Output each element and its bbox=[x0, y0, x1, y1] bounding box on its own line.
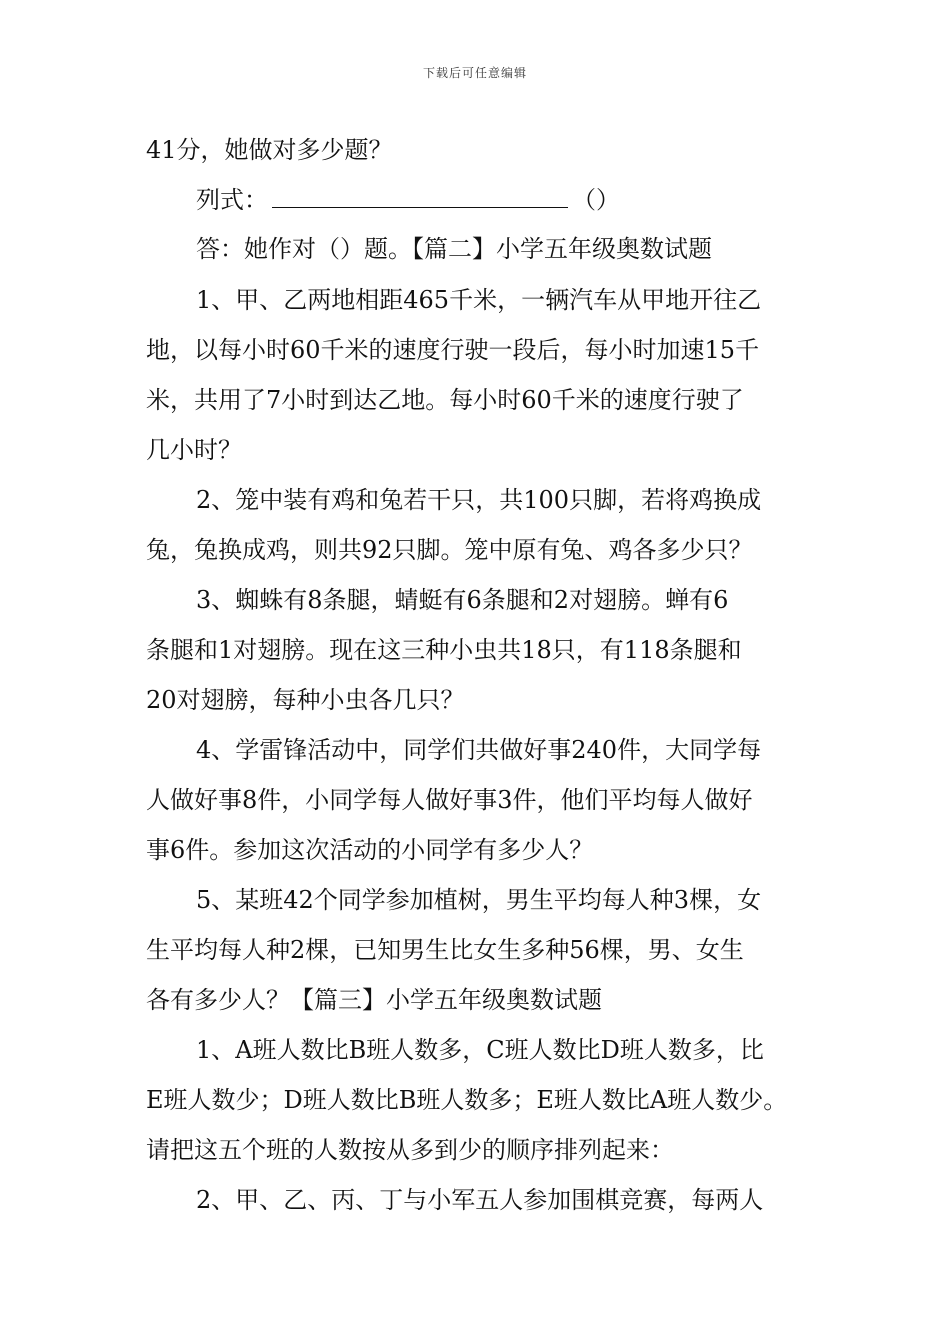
question-line: 1、A班人数比B班人数多，C班人数比D班人数多，比 bbox=[196, 1036, 764, 1064]
question-line: 4、学雷锋活动中，同学们共做好事240件，大同学每 bbox=[196, 736, 762, 764]
formula-label: 列式： bbox=[196, 186, 268, 214]
question-line: 条腿和1对翅膀。现在这三种小虫共18只，有118条腿和 bbox=[146, 636, 742, 664]
question-line: 各有多少人？【篇三】小学五年级奥数试题 bbox=[146, 986, 602, 1014]
question-line: 2、笼中装有鸡和兔若干只，共100只脚，若将鸡换成 bbox=[196, 486, 762, 514]
question-line: 20对翅膀，每种小虫各几只？ bbox=[146, 686, 465, 714]
formula-line bbox=[196, 185, 620, 215]
question-line: 生平均每人种2棵，已知男生比女生多种56棵，男、女生 bbox=[146, 936, 744, 964]
question-line: 事6件。参加这次活动的小同学有多少人？ bbox=[146, 836, 594, 864]
answer-line: 答：她作对（）题。【篇二】小学五年级奥数试题 bbox=[196, 235, 712, 263]
text-line: 41分，她做对多少题？ bbox=[146, 136, 393, 164]
question-line: 2、甲、乙、丙、丁与小军五人参加围棋竞赛，每两人 bbox=[196, 1186, 764, 1214]
formula-paren: （） bbox=[572, 186, 620, 214]
formula-blank bbox=[272, 189, 568, 208]
question-line: 3、蜘蛛有8条腿，蜻蜓有6条腿和2对翅膀。蝉有6 bbox=[196, 586, 729, 614]
question-line: 地，以每小时60千米的速度行驶一段后，每小时加速15千 bbox=[146, 336, 760, 364]
page-header: 下载后可任意编辑 bbox=[422, 66, 527, 80]
question-line: 5、某班42个同学参加植树，男生平均每人种3棵，女 bbox=[196, 886, 762, 914]
question-line: E班人数少；D班人数比B班人数多；E班人数比A班人数少。 bbox=[146, 1086, 788, 1114]
question-line: 米，共用了7小时到达乙地。每小时60千米的速度行驶了 bbox=[146, 386, 744, 414]
question-line: 请把这五个班的人数按从多到少的顺序排列起来： bbox=[146, 1136, 674, 1164]
question-line: 几小时？ bbox=[146, 436, 242, 464]
question-line: 兔，兔换成鸡，则共92只脚。笼中原有兔、鸡各多少只？ bbox=[146, 536, 753, 564]
question-line: 人做好事8件，小同学每人做好事3件，他们平均每人做好 bbox=[146, 786, 753, 814]
question-line: 1、甲、乙两地相距465千米，一辆汽车从甲地开往乙 bbox=[196, 286, 762, 314]
